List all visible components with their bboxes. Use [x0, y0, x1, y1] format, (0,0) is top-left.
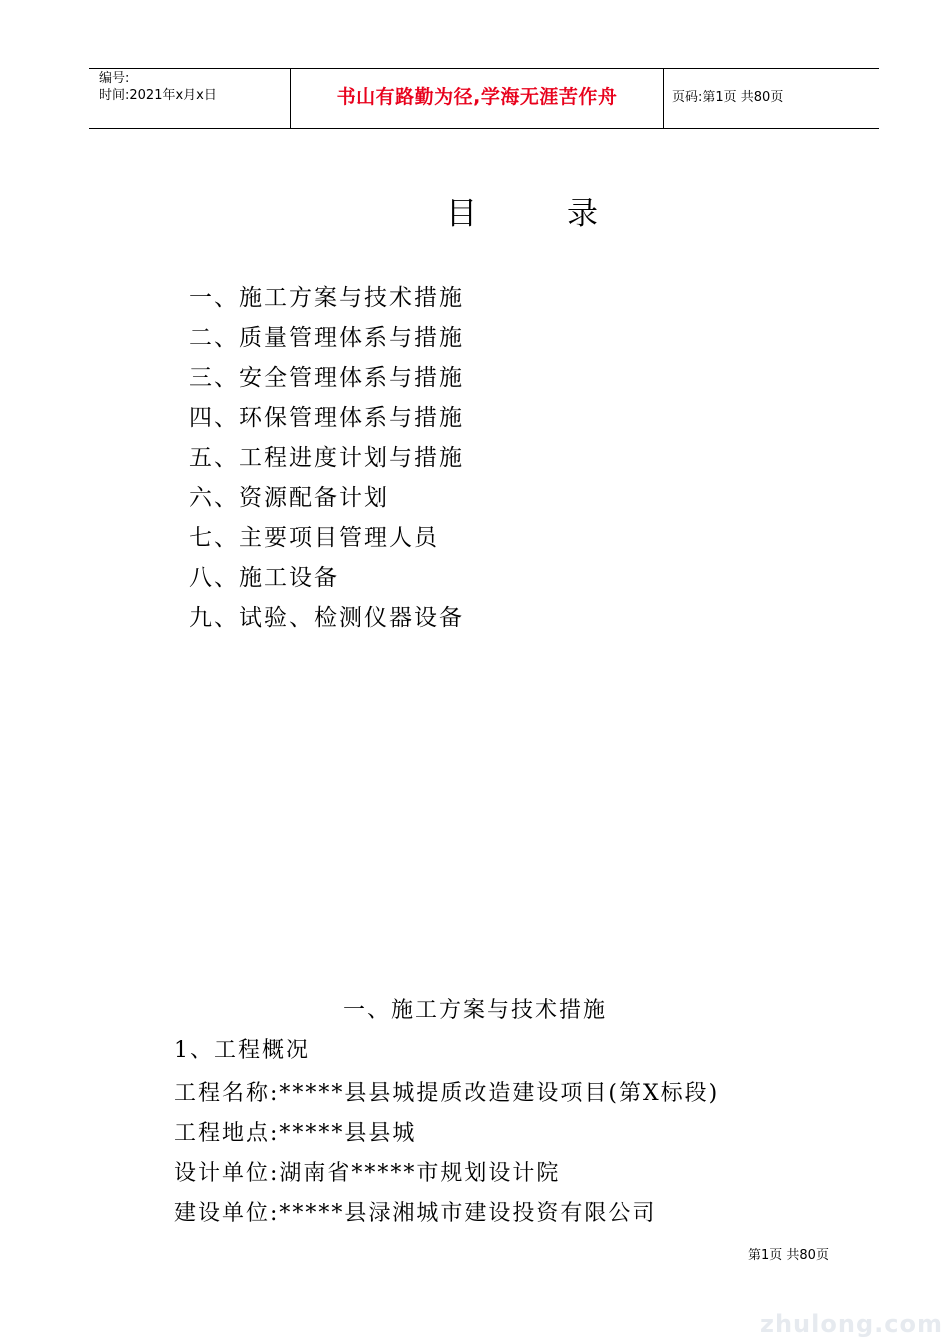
footer-page-number: 第1页 共80页 [748, 1248, 829, 1263]
toc-item[interactable]: 四、环保管理体系与措施 [189, 405, 464, 431]
design-unit-row: 设计单位:湖南省*****市规划设计院 [174, 1161, 561, 1186]
toc-item[interactable]: 六、资源配备计划 [189, 485, 389, 511]
toc-item[interactable]: 八、施工设备 [189, 565, 339, 591]
toc-list [189, 278, 464, 638]
section-subheading: 1、工程概况 [174, 1038, 310, 1063]
toc-title: 目录 [446, 196, 688, 232]
project-info-list [174, 1074, 719, 1234]
project-location-row: 工程地点:*****县县城 [174, 1121, 417, 1146]
toc-item[interactable]: 一、施工方案与技术措施 [189, 285, 464, 311]
header-info-cell [89, 69, 291, 128]
site-watermark: zhulong.com [760, 1310, 943, 1338]
document-code-label: 编号: [99, 71, 130, 86]
toc-item[interactable]: 二、质量管理体系与措施 [189, 325, 464, 351]
toc-item[interactable]: 五、工程进度计划与措施 [189, 445, 464, 471]
page-header [89, 68, 879, 129]
header-page-number: 页码:第1页 共80页 [672, 90, 784, 105]
header-page-cell [664, 69, 879, 128]
toc-item[interactable]: 九、试验、检测仪器设备 [189, 605, 464, 631]
toc-item[interactable]: 三、安全管理体系与措施 [189, 365, 464, 391]
section-title: 一、施工方案与技术措施 [342, 998, 607, 1023]
toc-item[interactable]: 七、主要项目管理人员 [189, 525, 439, 551]
header-motto: 书山有路勤为径,学海无涯苦作舟 [336, 86, 618, 108]
project-name-row: 工程名称:*****县县城提质改造建设项目(第X标段) [174, 1081, 720, 1106]
construction-unit-row: 建设单位:*****县渌湘城市建设投资有限公司 [174, 1201, 657, 1226]
header-motto-cell [291, 69, 664, 128]
document-time-label: 时间:2021年x月x日 [99, 88, 217, 103]
